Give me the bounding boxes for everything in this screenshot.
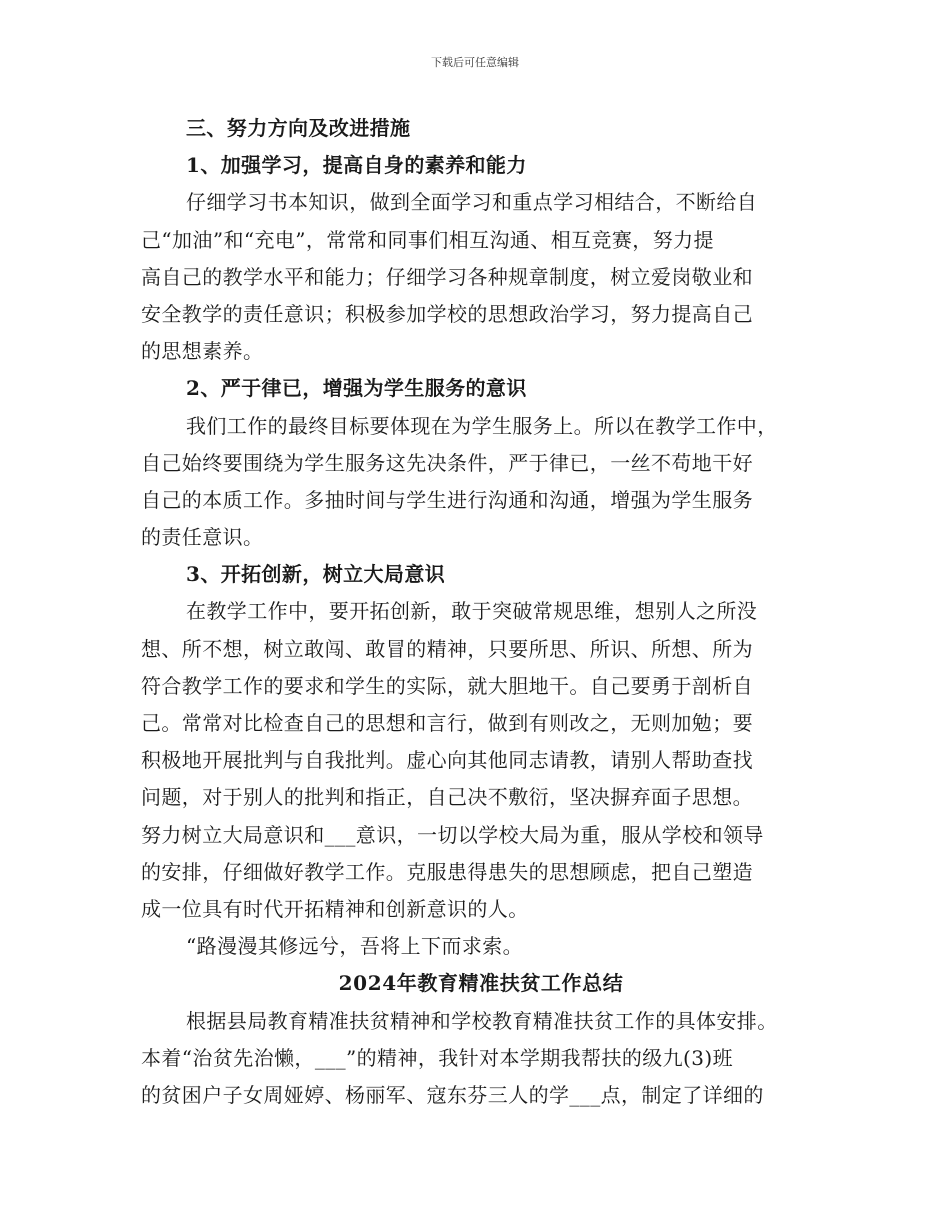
paragraph-line: 高自己的教学水平和能力；仔细学习各种规章制度，树立爱岗敬业和 bbox=[141, 264, 753, 289]
subsection-heading: 1、加强学习，提高自身的素养和能力 bbox=[186, 153, 527, 178]
paragraph-line: 符合教学工作的要求和学生的实际，就大胆地干。自己要勇于剖析自 bbox=[141, 673, 753, 698]
paragraph-line: 在教学工作中，要开拓创新，敢于突破常规思维，想别人之所没 bbox=[186, 599, 758, 624]
paragraph-line: 的贫困户子女周娅婷、杨丽军、寇东芬三人的学___点，制定了详细的 bbox=[141, 1082, 764, 1107]
document-title: 2024年教育精准扶贫工作总结 bbox=[338, 971, 624, 996]
paragraph-line: 的安排，仔细做好教学工作。克服患得患失的思想顾虑，把自己塑造 bbox=[141, 859, 753, 884]
paragraph-line: 的责任意识。 bbox=[141, 525, 264, 550]
paragraph-line: 积极地开展批判与自我批判。虚心向其他同志请教，请别人帮助查找 bbox=[141, 748, 753, 773]
paragraph-line: 问题，对于别人的批判和指正，自己决不敷衍，坚决摒弃面子思想。 bbox=[141, 785, 753, 810]
page-header-note: 下载后可任意编辑 bbox=[431, 56, 519, 69]
paragraph-line: 的思想素养。 bbox=[141, 339, 264, 364]
section-heading: 三、努力方向及改进措施 bbox=[186, 116, 411, 140]
subsection-heading: 2、严于律已，增强为学生服务的意识 bbox=[186, 376, 527, 401]
quote-line: “路漫漫其修远兮，吾将上下而求索。 bbox=[186, 934, 524, 959]
paragraph-line: 己“加油”和“充电”，常常和同事们相互沟通、相互竞赛，努力提 bbox=[141, 227, 714, 252]
subsection-heading: 3、开拓创新，树立大局意识 bbox=[186, 562, 446, 587]
paragraph-line: 成一位具有时代开拓精神和创新意识的人。 bbox=[141, 896, 529, 921]
paragraph-line: 己。常常对比检查自己的思想和言行，做到有则改之，无则加勉；要 bbox=[141, 711, 753, 735]
paragraph-line: 本着“治贫先治懒，___”的精神，我针对本学期我帮扶的级九(3)班 bbox=[141, 1045, 733, 1070]
paragraph-line: 安全教学的责任意识；积极参加学校的思想政治学习，努力提高自己 bbox=[141, 301, 753, 326]
paragraph-line: 努力树立大局意识和___意识，一切以学校大局为重，服从学校和领导 bbox=[141, 822, 764, 847]
document-body bbox=[141, 110, 821, 1114]
paragraph-line: 我们工作的最终目标要体现在为学生服务上。所以在教学工作中， bbox=[186, 413, 778, 438]
paragraph-line: 想、所不想，树立敢闯、敢冒的精神，只要所思、所识、所想、所为 bbox=[141, 636, 753, 661]
paragraph-line: 自己始终要围绕为学生服务这先决条件，严于律已，一丝不苟地干好 bbox=[141, 450, 753, 475]
paragraph-line: 自己的本质工作。多抽时间与学生进行沟通和沟通，增强为学生服务 bbox=[141, 487, 753, 512]
paragraph-line: 根据县局教育精准扶贫精神和学校教育精准扶贫工作的具体安排。 bbox=[186, 1008, 778, 1033]
paragraph-line: 仔细学习书本知识，做到全面学习和重点学习相结合，不断给自 bbox=[186, 190, 758, 215]
